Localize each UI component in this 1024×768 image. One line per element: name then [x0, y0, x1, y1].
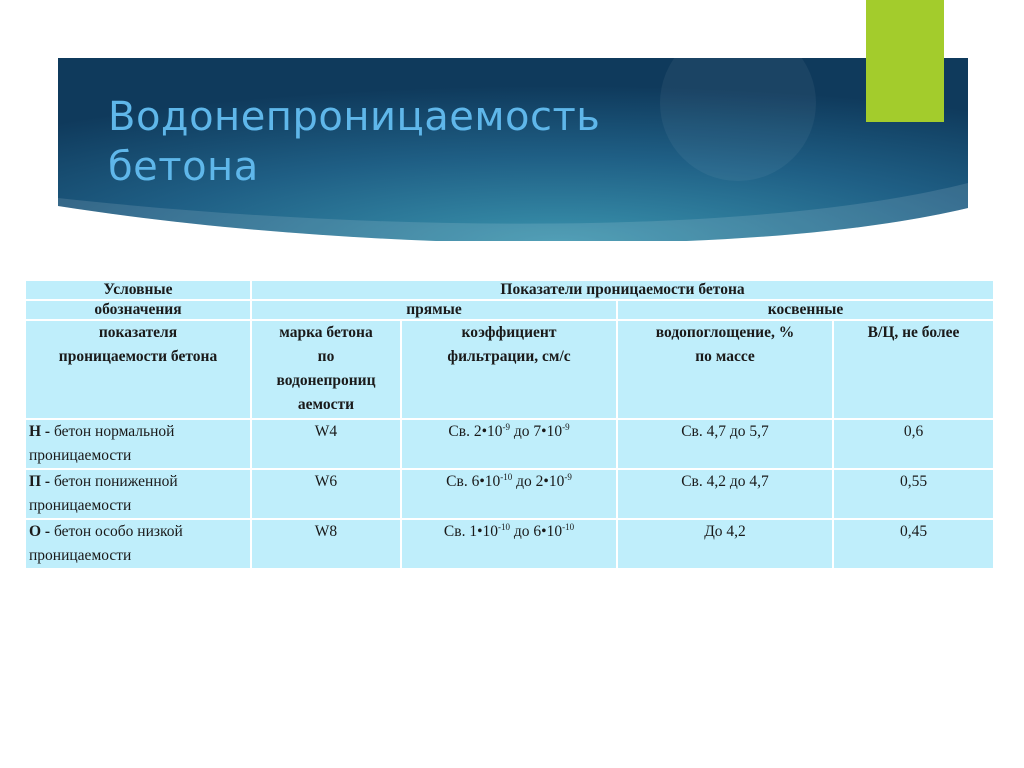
table-header-row — [25, 320, 994, 419]
row-desc-line1: бетон особо низкой — [50, 523, 183, 540]
header-symbols-line3: показателя — [98, 324, 178, 341]
header-absorption — [617, 320, 833, 419]
header-symbols-line2: обозначения — [25, 300, 251, 320]
header-symbols-cont — [25, 320, 251, 419]
row-code: Н - — [29, 423, 51, 440]
row-coefficient: Св. $6•10^{-10}$ до $2•10^{-9}$ — [401, 469, 617, 519]
row-designation — [25, 419, 251, 469]
row-absorption: Св. 4,7 до 5,7 — [617, 419, 833, 469]
row-wc: 0,45 — [833, 519, 994, 569]
header-coef-line1: коэффициент — [461, 324, 557, 341]
row-absorption: До 4,2 — [617, 519, 833, 569]
header-grade — [251, 320, 401, 419]
header-symbols-line1: Условные — [25, 280, 251, 300]
table-header-row — [25, 300, 994, 320]
slide-title — [108, 92, 600, 192]
table-row — [25, 519, 994, 569]
header-indirect: косвенные — [617, 300, 994, 320]
row-desc-line1: бетон пониженной — [50, 473, 178, 490]
slide-title-line2: бетона — [108, 144, 259, 190]
header-symbols-line4: проницаемости бетона — [58, 348, 218, 365]
row-wc: 0,6 — [833, 419, 994, 469]
header-group: Показатели проницаемости бетона — [251, 280, 994, 300]
accent-bar — [866, 0, 944, 122]
permeability-table — [24, 279, 995, 570]
row-code: П - — [29, 473, 51, 490]
header-wc: В/Ц, не более — [833, 320, 994, 419]
row-wc: 0,55 — [833, 469, 994, 519]
table-row — [25, 419, 994, 469]
header-grade-line3: водонепрониц — [276, 372, 376, 389]
row-code: О - — [29, 523, 51, 540]
row-grade: W8 — [251, 519, 401, 569]
header-abs-line1: водопоглощение, % — [655, 324, 795, 341]
row-grade: W6 — [251, 469, 401, 519]
slide-title-line1: Водонепроницаемость — [108, 94, 601, 140]
row-desc-line2: проницаемости — [29, 547, 132, 564]
row-desc-line1: бетон нормальной — [50, 423, 175, 440]
table-row — [25, 469, 994, 519]
row-grade: W4 — [251, 419, 401, 469]
table-header-row — [25, 280, 994, 300]
row-absorption: Св. 4,2 до 4,7 — [617, 469, 833, 519]
header-coefficient — [401, 320, 617, 419]
row-designation — [25, 519, 251, 569]
header-coef-line2: фильтрации, см/с — [447, 348, 571, 365]
header-direct: прямые — [251, 300, 617, 320]
header-abs-line2: по массе — [695, 348, 755, 365]
row-designation — [25, 469, 251, 519]
header-grade-line2: по — [317, 348, 335, 365]
header-grade-line4: аемости — [297, 396, 355, 413]
row-coefficient: Св. $1•10^{-10}$ до $6•10^{-10}$ — [401, 519, 617, 569]
row-desc-line2: проницаемости — [29, 447, 132, 464]
header-grade-line1: марка бетона — [279, 324, 373, 341]
row-desc-line2: проницаемости — [29, 497, 132, 514]
row-coefficient: Св. $2•10^{-9}$ до $7•10^{-9}$ — [401, 419, 617, 469]
